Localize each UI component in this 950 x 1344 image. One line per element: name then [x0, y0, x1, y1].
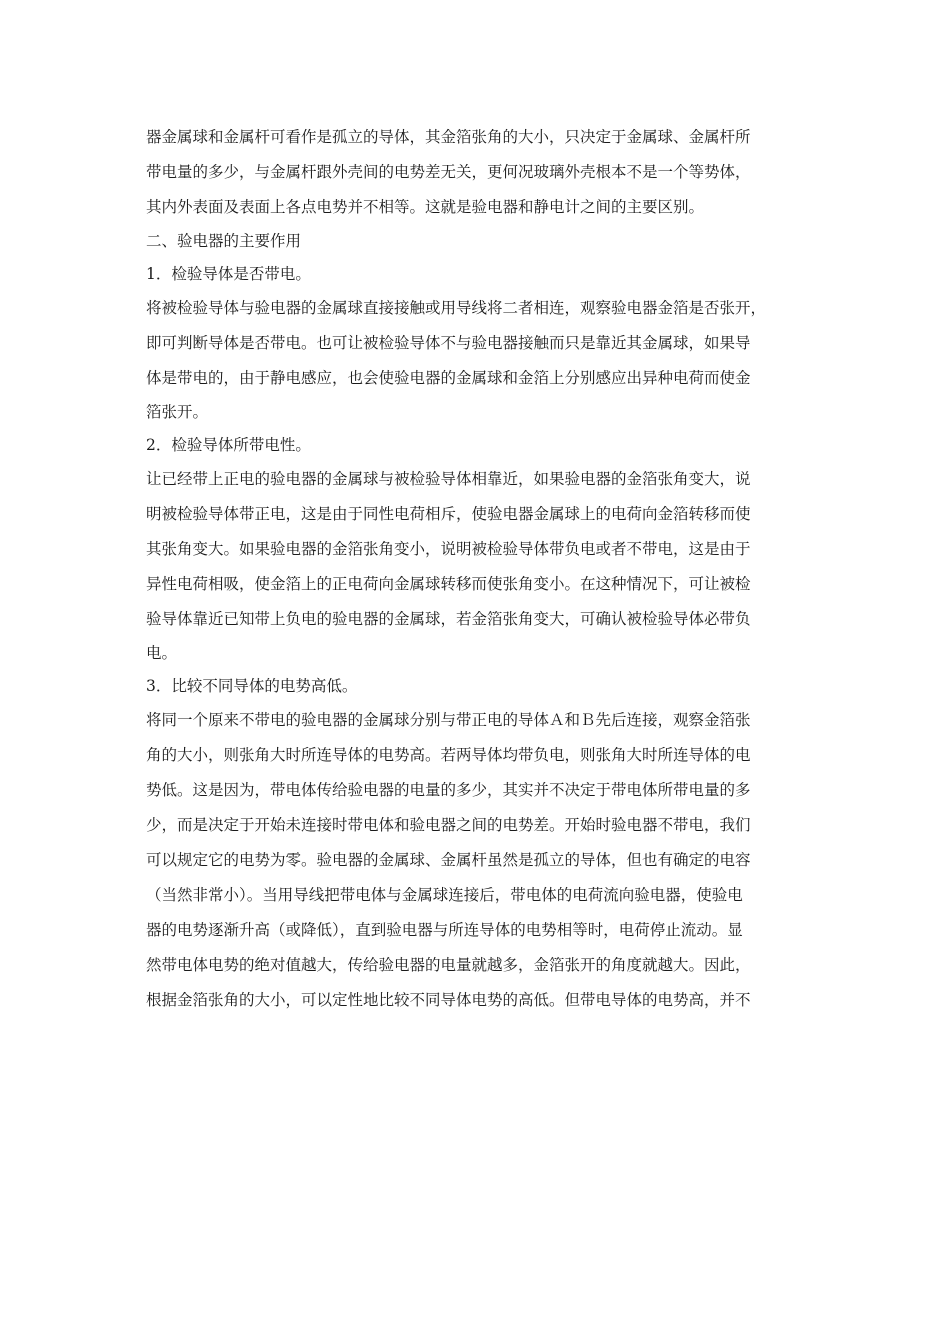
text-line: 将同一个原来不带电的验电器的金属球分别与带正电的导体Ａ和Ｂ先后连接，观察金箔张	[146, 711, 751, 729]
text-line: 箔张开。	[146, 403, 209, 421]
section-heading: 二、验电器的主要作用	[146, 232, 302, 250]
text-line: 电。	[146, 644, 178, 662]
text-line: 异性电荷相吸，使金箔上的正电荷向金属球转移而使张角变小。在这种情况下，可让被检	[146, 575, 751, 593]
text-line: 器金属球和金属杆可看作是孤立的导体，其金箔张角的大小，只决定于金属球、金属杆所	[146, 128, 751, 146]
subsection-heading: 1．检验导体是否带电。	[146, 265, 311, 283]
text-line: 可以规定它的电势为零。验电器的金属球、金属杆虽然是孤立的导体，但也有确定的电容	[146, 851, 751, 869]
text-line: 根据金箔张角的大小，可以定性地比较不同导体电势的高低。但带电导体的电势高，并不	[146, 991, 751, 1009]
text-line: 即可判断导体是否带电。也可让被检验导体不与验电器接触而只是靠近其金属球，如果导	[146, 334, 751, 352]
text-line: （当然非常小）。当用导线把带电体与金属球连接后，带电体的电荷流向验电器，使验电	[146, 886, 743, 904]
subsection-heading: 2．检验导体所带电性。	[146, 436, 311, 454]
text-line: 明被检验导体带正电，这是由于同性电荷相斥，使验电器金属球上的电荷向金箔转移而使	[146, 505, 751, 523]
text-line: 其张角变大。如果验电器的金箔张角变小，说明被检验导体带负电或者不带电，这是由于	[146, 540, 751, 558]
text-line: 然带电体电势的绝对值越大，传给验电器的电量就越多，金箔张开的角度就越大。因此，	[146, 956, 751, 974]
text-line: 让已经带上正电的验电器的金属球与被检验导体相靠近，如果验电器的金箔张角变大，说	[146, 470, 751, 488]
text-line: 少，而是决定于开始未连接时带电体和验电器之间的电势差。开始时验电器不带电，我们	[146, 816, 751, 834]
text-line: 器的电势逐渐升高（或降低），直到验电器与所连导体的电势相等时，电荷停止流动。显	[146, 921, 743, 939]
text-line: 体是带电的，由于静电感应，也会使验电器的金属球和金箔上分别感应出异种电荷而使金	[146, 369, 751, 387]
subsection-heading: 3．比较不同导体的电势高低。	[146, 677, 358, 695]
text-line: 其内外表面及表面上各点电势并不相等。这就是验电器和静电计之间的主要区别。	[146, 198, 705, 216]
body-text	[146, 120, 810, 1018]
text-line: 势低。这是因为，带电体传给验电器的电量的多少，其实并不决定于带电体所带电量的多	[146, 781, 751, 799]
text-line: 将被检验导体与验电器的金属球直接接触或用导线将二者相连，观察验电器金箔是否张开，	[146, 299, 767, 317]
text-line: 带电量的多少，与金属杆跟外壳间的电势差无关，更何况玻璃外壳根本不是一个等势体，	[146, 163, 751, 181]
text-line: 角的大小，则张角大时所连导体的电势高。若两导体均带负电，则张角大时所连导体的电	[146, 746, 751, 764]
text-line: 验导体靠近已知带上负电的验电器的金属球，若金箔张角变大，可确认被检验导体必带负	[146, 610, 751, 628]
